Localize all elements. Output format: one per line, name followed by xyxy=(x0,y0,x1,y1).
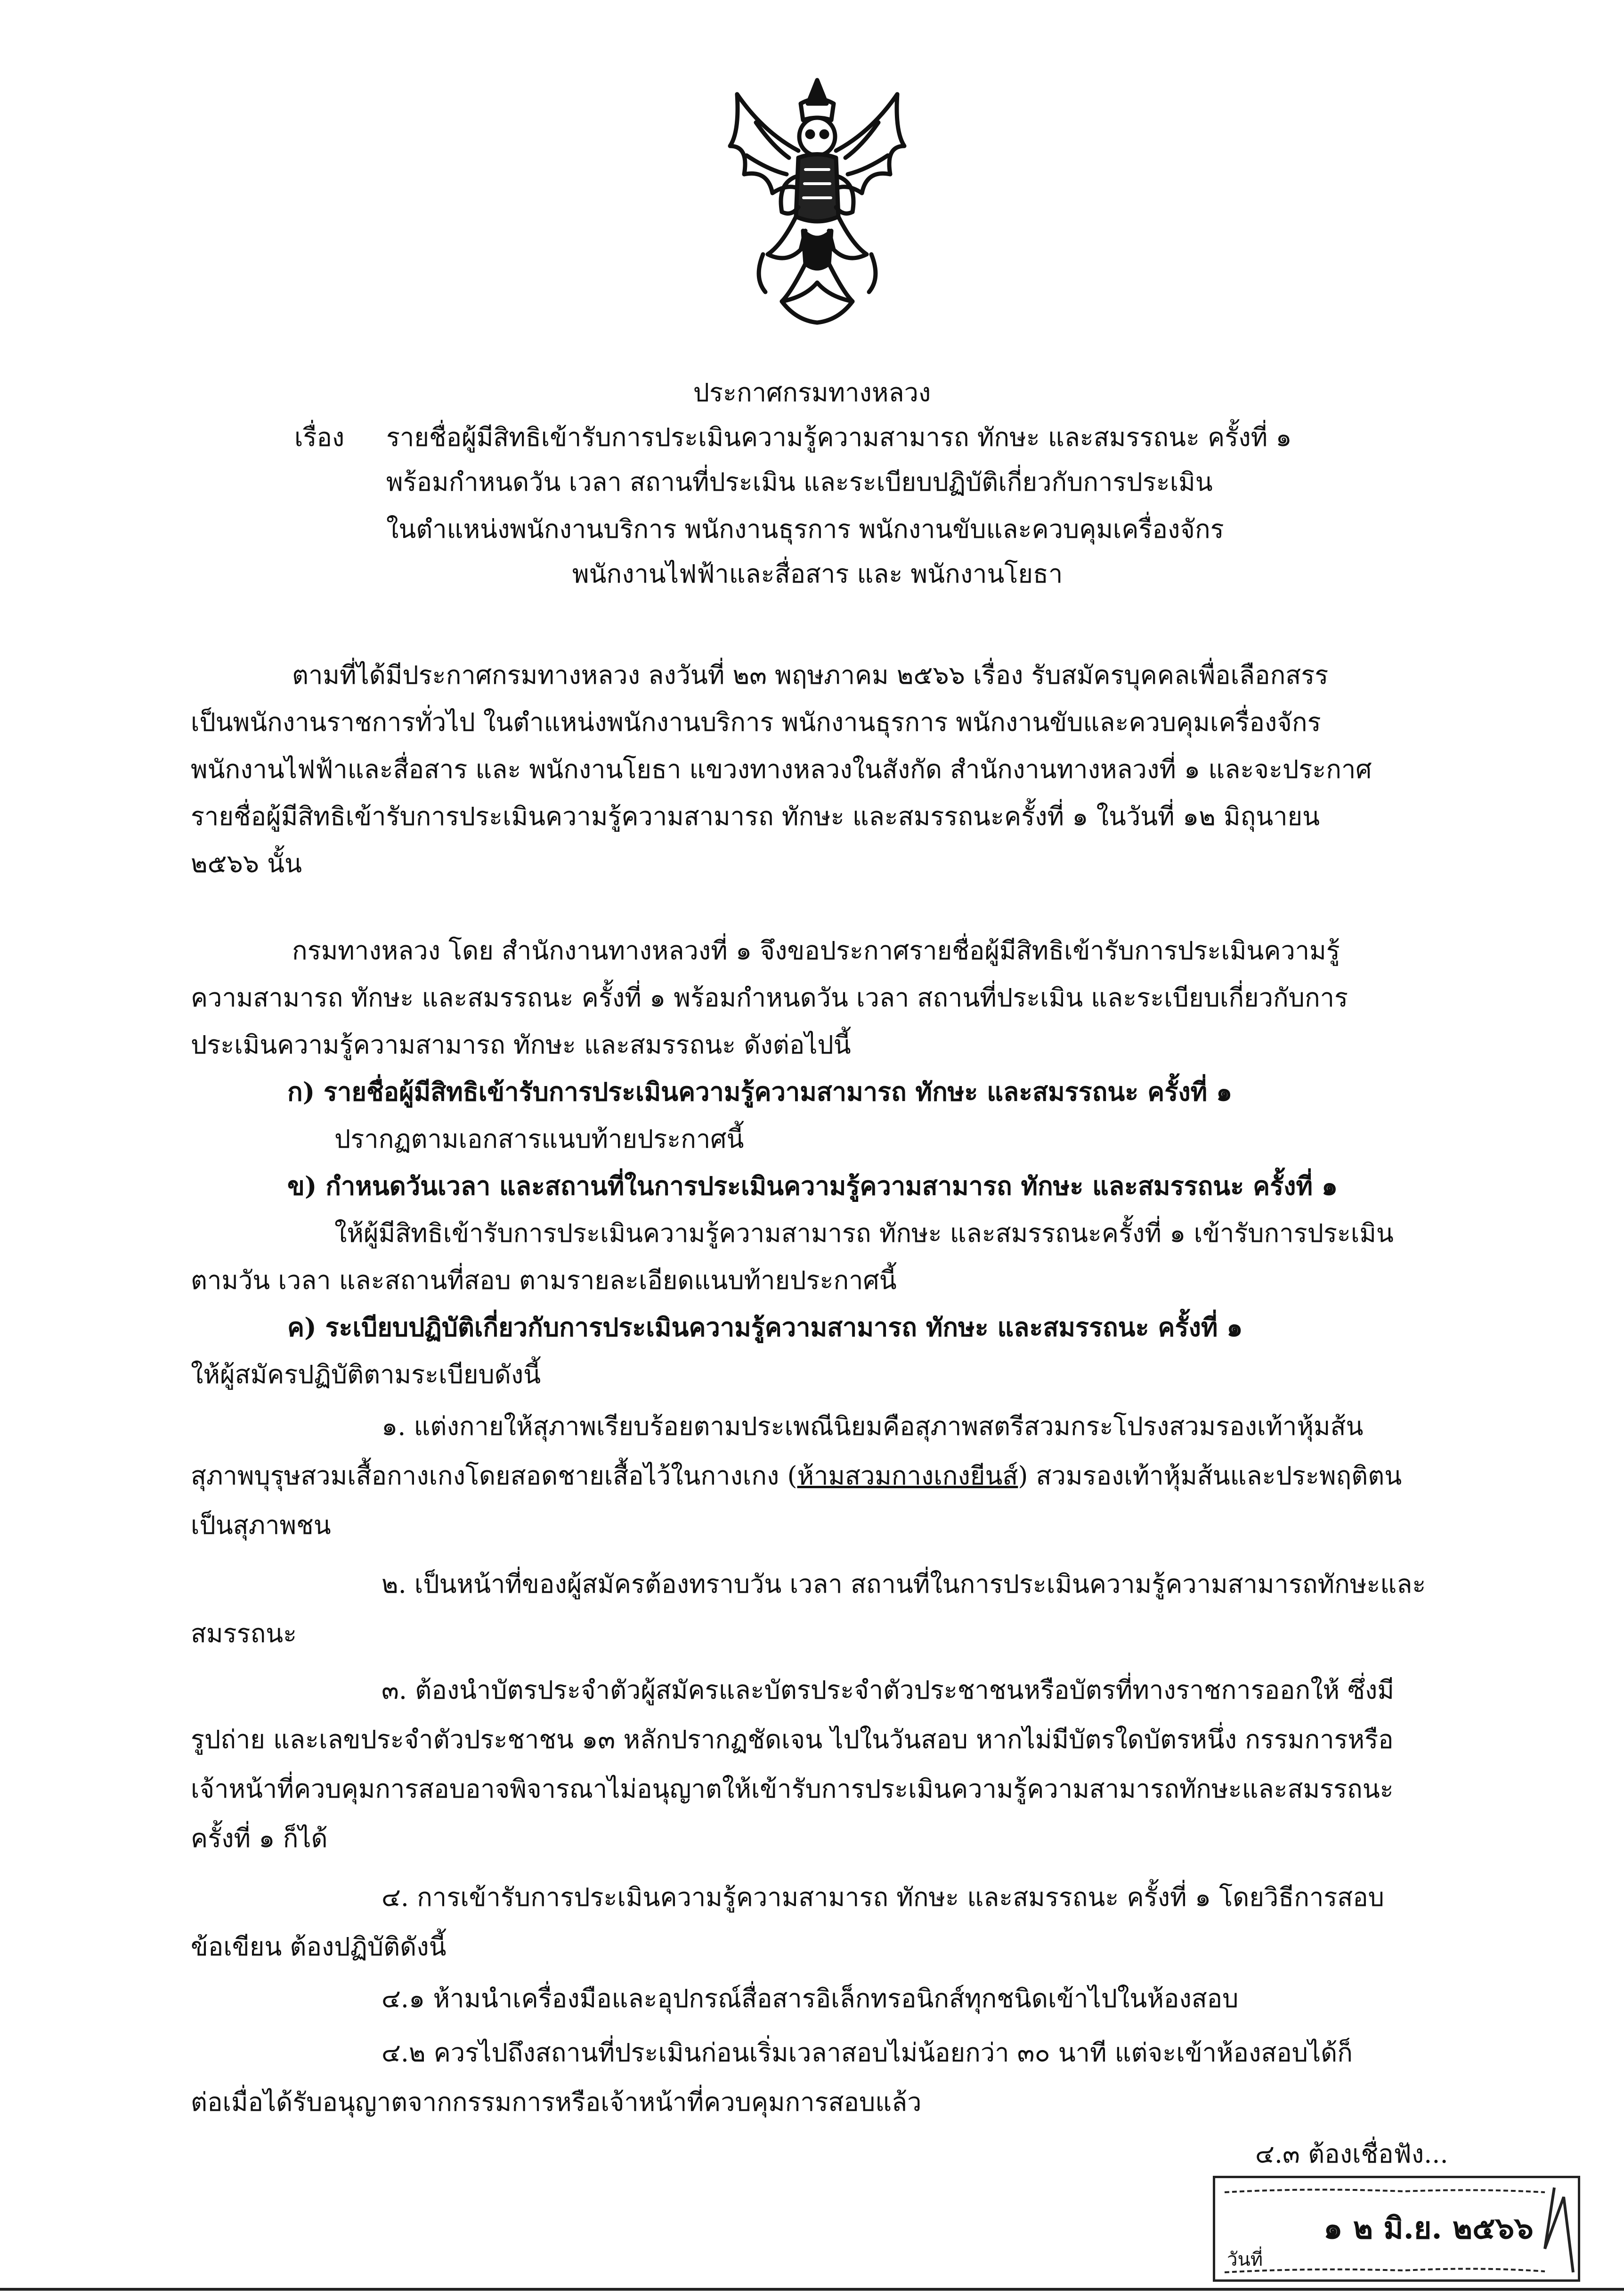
continuation-note: ๔.๓ ต้องเชื่อฟัง... xyxy=(1255,2139,1448,2169)
para1-line-5: ๒๕๖๖ นั้น xyxy=(191,849,302,878)
subject-line-2: พร้อมกำหนดวัน เวลา สถานที่ประเมิน และระเบียบปฏิบัติเกี่ยวกับการประเมิน xyxy=(386,467,1213,497)
para1-line-1: ตามที่ได้มีประกาศกรมทางหลวง ลงวันที่ ๒๓ พฤษภาคม ๒๕๖๖ เรื่อง รับสมัครบุคคลเพื่อเลือกสรร xyxy=(292,660,1329,690)
rule4-line-1: ๔. การเข้ารับการประเมินความรู้ความสามารถ ทักษะ และสมรรถนะ ครั้งที่ ๑ โดยวิธีการสอบ xyxy=(382,1882,1384,1912)
subject-line-4: พนักงานไฟฟ้าและสื่อสาร และ พนักงานโยธา xyxy=(572,559,1063,589)
rule3-line-2: รูปถ่าย และเลขประจำตัวประชาชน ๑๓ หลักปรากฏชัดเจน ไปในวันสอบ หากไม่มีบัตรใดบัตรหนึ่ง กรรมการหรือ xyxy=(191,1725,1394,1754)
announcement-title: ประกาศกรมทางหลวง xyxy=(693,378,931,407)
para1-line-3: พนักงานไฟฟ้าและสื่อสาร และ พนักงานโยธา แขวงทางหลวงในสังกัด สำนักงานทางหลวงที่ ๑ และจะประกาศ xyxy=(191,754,1372,784)
stamp-date: ๑ ๒ มิ.ย. ๒๕๖๖ xyxy=(1324,2211,1534,2246)
garuda-emblem xyxy=(711,75,923,339)
item-a-text: ปรากฏตามเอกสารแนบท้ายประกาศนี้ xyxy=(334,1124,744,1154)
rule3-line-1: ๓. ต้องนำบัตรประจำตัวผู้สมัครและบัตรประจำตัวประชาชนหรือบัตรที่ทางราชการออกให้ ซึ่งมี xyxy=(382,1675,1394,1705)
para1-line-2: เป็นพนักงานราชการทั่วไป ในตำแหน่งพนักงานบริการ พนักงานธุรการ พนักงานขับและควบคุมเครื่องจักร xyxy=(191,707,1321,737)
para2-line-3: ประเมินความรู้ความสามารถ ทักษะ และสมรรถนะ ดังต่อไปนี้ xyxy=(191,1030,851,1060)
item-a-heading: ก) รายชื่อผู้มีสิทธิเข้ารับการประเมินความรู้ความสามารถ ทักษะ และสมรรถนะ ครั้งที่ ๑ xyxy=(287,1077,1233,1107)
rule2-line-2: สมรรถนะ xyxy=(191,1619,297,1648)
rule4-2-line-2: ต่อเมื่อได้รับอนุญาตจากกรรมการหรือเจ้าหน้าที่ควบคุมการสอบแล้ว xyxy=(191,2087,922,2117)
para2-line-2: ความสามารถ ทักษะ และสมรรถนะ ครั้งที่ ๑ พร้อมกำหนดวัน เวลา สถานที่ประเมิน และระเบียบเกี่ยวกับการ xyxy=(191,983,1348,1013)
rule4-1: ๔.๑ ห้ามนำเครื่องมือและอุปกรณ์สื่อสารอิเล็กทรอนิกส์ทุกชนิดเข้าไปในห้องสอบ xyxy=(382,1984,1239,2013)
rule1-line-2 xyxy=(191,1455,1402,1496)
no-jeans-notice: ห้ามสวมกางเกงยีนส์ xyxy=(797,1461,1018,1491)
rule1-line-2-end: ) สวมรองเท้าหุ้มส้นและประพฤติตน xyxy=(1018,1461,1402,1491)
rule3-line-4: ครั้งที่ ๑ ก็ได้ xyxy=(191,1824,328,1853)
rule1-line-3: เป็นสุภาพชน xyxy=(191,1510,331,1540)
rule4-line-2: ข้อเขียน ต้องปฏิบัติดังนี้ xyxy=(191,1932,447,1962)
item-b-heading: ข) กำหนดวันเวลา และสถานที่ในการประเมินความรู้ความสามารถ ทักษะ และสมรรถนะ ครั้งที่ ๑ xyxy=(287,1171,1338,1201)
item-c-heading: ค) ระเบียบปฏิบัติเกี่ยวกับการประเมินความรู้ความสามารถ ทักษะ และสมรรถนะ ครั้งที่ ๑ xyxy=(287,1312,1243,1342)
subject-line-3: ในตำแหน่งพนักงานบริการ พนักงานธุรการ พนักงานขับและควบคุมเครื่องจักร xyxy=(386,514,1224,544)
item-c-line: ให้ผู้สมัครปฏิบัติตามระเบียบดังนี้ xyxy=(191,1360,541,1389)
rule2-line-1: ๒. เป็นหน้าที่ของผู้สมัครต้องทราบวัน เวลา สถานที่ในการประเมินความรู้ความสามารถทักษะและ xyxy=(382,1569,1426,1599)
subject-line-1: รายชื่อผู้มีสิทธิเข้ารับการประเมินความรู้ความสามารถ ทักษะ และสมรรถนะ ครั้งที่ ๑ xyxy=(386,422,1292,452)
bottom-border xyxy=(0,2288,1624,2291)
rule3-line-3: เจ้าหน้าที่ควบคุมการสอบอาจพิจารณาไม่อนุญาตให้เข้ารับการประเมินความรู้ความสามารถทักษะและสมรรถนะ xyxy=(191,1774,1394,1804)
subject-label: เรื่อง xyxy=(294,422,345,452)
rule1-line-1: ๑. แต่งกายให้สุภาพเรียบร้อยตามประเพณีนิยมคือสุภาพสตรีสวมกระโปรงสวมรองเท้าหุ้มส้น xyxy=(382,1411,1364,1441)
item-b-line-2: ตามวัน เวลา และสถานที่สอบ ตามรายละเอียดแนบท้ายประกาศนี้ xyxy=(191,1265,897,1295)
receipt-stamp xyxy=(1213,2176,1580,2282)
item-b-line-1: ให้ผู้มีสิทธิเข้ารับการประเมินความรู้ความสามารถ ทักษะ และสมรรถนะครั้งที่ ๑ เข้ารับการประเมิน xyxy=(334,1218,1394,1248)
para2-line-1: กรมทางหลวง โดย สำนักงานทางหลวงที่ ๑ จึงขอประกาศรายชื่อผู้มีสิทธิเข้ารับการประเมินความรู้ xyxy=(292,936,1340,965)
rule1-line-2-start: สุภาพบุรุษสวมเสื้อกางเกงโดยสอดชายเสื้อไว้ในกางเกง ( xyxy=(191,1461,797,1491)
rule4-2-line-1: ๔.๒ ควรไปถึงสถานที่ประเมินก่อนเริ่มเวลาสอบไม่น้อยกว่า ๓๐ นาที แต่จะเข้าห้องสอบได้ก็ xyxy=(382,2038,1353,2067)
stamp-prefix-label: วันที่ xyxy=(1227,2249,1263,2270)
para1-line-4: รายชื่อผู้มีสิทธิเข้ารับการประเมินความรู้ความสามารถ ทักษะ และสมรรถนะครั้งที่ ๑ ในวันที่ ๑๒ มิถุนายน xyxy=(191,802,1320,831)
